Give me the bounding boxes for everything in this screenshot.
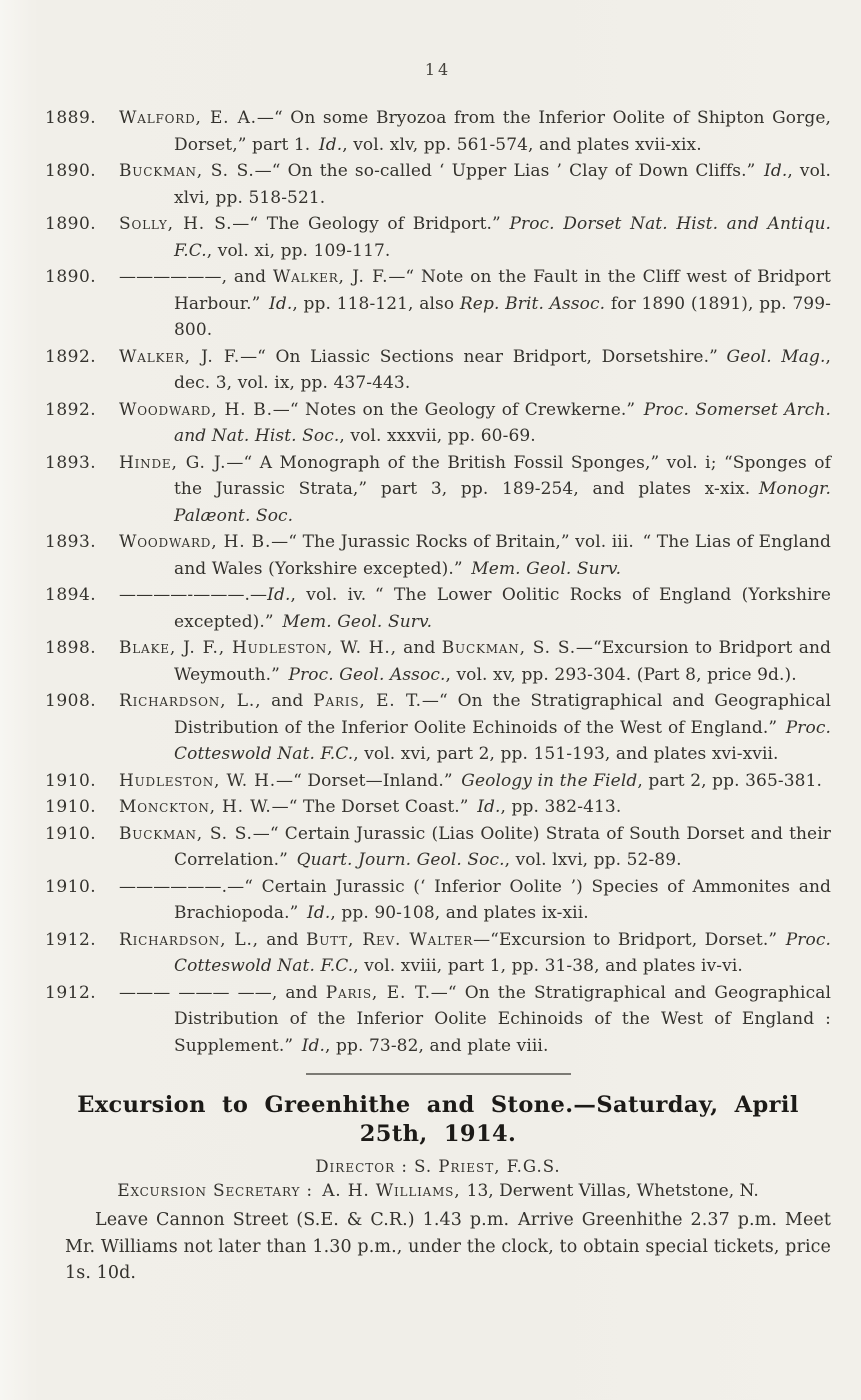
entry-segment: Paris, E. T. [313,691,422,711]
entry-segment: 13, Derwent Villas, Whetstone, N. [466,1181,759,1201]
entry-segment: Solly, H. S. [119,214,233,234]
entry-segment: , vol. xvi, part 2, pp. 151-193, and plates xvi-xvii. [353,744,779,764]
entry-segment: , pp. 118-121, also [292,293,460,314]
entry-segment: Id. [267,585,291,605]
section-divider [306,1073,571,1075]
entry-year: 1910. [45,876,97,897]
entry-segment: Walker, J. F. [119,346,241,367]
entry-segment: Id. [318,134,343,155]
entry-segment: and [258,929,307,950]
bibliography-entry [45,635,831,688]
entry-text [119,264,831,344]
entry-segment: Richardson, L., [119,929,259,950]
entry-year: 1910. [45,770,97,791]
bibliography-entry [45,529,831,582]
entry-segment: Hinde, G. J. [119,452,227,473]
entry-year: 1912. [45,929,97,950]
entry-year: 1910. [45,797,97,817]
entry-segment: , vol. xxxvii, pp. 60-69. [339,426,536,446]
bibliography-entry [45,980,831,1060]
entry-segment: Id. [301,1035,326,1056]
entry-segment: ————-———.— [119,585,268,605]
bibliography-entry [45,688,831,768]
entry-text [119,635,831,688]
entry-segment: Id. [307,903,331,923]
excursion-title [45,1091,831,1149]
entry-segment: , dec. 3, vol. ix, pp. 437-443. [174,346,832,393]
entry-segment: Proc. Geol. Assoc. [288,664,446,685]
entry-segment: Buckman, S. S. [441,638,576,658]
entry-segment: —“ Dorset—Inland.” [276,770,462,791]
bibliography-entry [45,211,831,264]
entry-text [119,450,831,530]
entry-segment: Proc. Cotteswold Nat. F.C. [174,717,831,764]
bibliography-entry [45,768,831,795]
entry-segment: —“ The Jurassic Rocks of Britain,” vol. iii. “ The Lias of England and Wales (Yorkshire excepted).” [174,532,831,579]
entry-text [119,768,831,795]
entry-segment: Mem. Geol. Surv. [471,558,622,579]
entry-segment: —“ On the so-called ‘ Upper Lias ’ Clay of Down Cliffs.” [254,161,765,181]
entry-year: 1890. [45,214,97,234]
entry-segment: Monckton, H. W. [119,797,272,817]
entry-text [119,529,831,582]
entry-segment: —“ Note on the Fault in the Cliff west of Bridport Harbour.” [174,267,831,314]
bibliography-entry [45,874,831,927]
entry-segment: ——————, and [119,267,273,287]
bibliography-list [45,105,831,1059]
entry-segment: —“ On the Stratigraphical and Geographical Distribution of the Inferior Oolite Echinoids of the West of England.” [174,691,831,738]
excursion-title-line-1: Excursion to Greenhithe and Stone.—Saturday, April [77,1092,799,1118]
entry-year: 1893. [45,532,97,552]
entry-year: 1898. [45,638,97,658]
entry-segment: , part 2, pp. 365-381. [637,770,822,791]
entry-segment: , vol. xlv, pp. 561-574, and plates xvii-xix. [342,134,702,155]
bibliography-entry [45,397,831,450]
entry-segment: Buckman, S. S. [119,823,253,844]
entry-segment: Mem. Geol. Surv. [282,611,433,632]
entry-segment: , vol. xviii, part 1, pp. 31-38, and plates iv-vi. [353,956,743,976]
entry-segment: —“ On some Bryozoa from the Inferior Oolite of Shipton Gorge, Dorset,” part 1. [174,108,831,155]
entry-segment: , vol. xv, pp. 293-304. (Part 8, price 9d.). [445,664,797,685]
secretary-line [45,1179,831,1204]
entry-segment: Woodward, H. B. [119,532,272,552]
entry-segment: Id. [764,161,788,181]
entry-text [119,397,831,450]
director-line [45,1155,831,1179]
entry-segment: Rep. Brit. Assoc. [459,293,606,314]
entry-segment: Richardson, L., [119,691,262,711]
entry-text [119,105,831,158]
entry-segment: —“ The Geology of Bridport.” [232,214,510,234]
entry-segment: Id. [477,797,501,817]
entry-year: 1908. [45,691,97,711]
entry-segment: Geol. Mag. [726,346,826,367]
entry-text [119,344,831,397]
entry-text [119,211,831,264]
entry-segment: Paris, E. T. [325,982,431,1003]
entry-segment: , pp. 382-413. [500,797,622,817]
entry-segment: , vol. lxvi, pp. 52-89. [504,850,682,870]
entry-year: 1892. [45,346,97,367]
entry-segment: Id. [269,293,293,314]
entry-year: 1910. [45,823,97,844]
entry-segment: , vol. xlvi, pp. 518-521. [174,161,831,208]
entry-text [119,158,831,211]
entry-segment: , pp. 90-108, and plates ix-xii. [330,903,589,923]
bibliography-entry [45,158,831,211]
entry-year: 1894. [45,585,97,605]
entry-segment: and [261,691,314,711]
entry-segment: , vol. iv. “ The Lower Oolitic Rocks of England (Yorkshire excepted).” [174,585,831,632]
entry-year: 1912. [45,982,97,1003]
entry-year: 1893. [45,452,97,473]
entry-segment: ——— ——— ——, and [119,982,326,1003]
entry-segment: Walford, E. A. [119,108,257,128]
excursion-details [65,1207,831,1287]
bibliography-entry [45,821,831,874]
entry-year: 1892. [45,399,97,420]
bibliography-entry [45,105,831,158]
entry-segment: —“ On Liassic Sections near Bridport, Dorsetshire.” [240,346,727,367]
entry-segment: —“ Notes on the Geology of Crewkerne.” [272,399,644,420]
entry-segment: —“ Certain Jurassic (Lias Oolite) Strata of South Dorset and their Correlation.” [174,823,831,870]
entry-segment: Proc. Dorset Nat. Hist. and Antiqu. F.C. [174,214,831,261]
entry-year: 1890. [45,161,97,181]
entry-text [119,582,831,635]
entry-text [119,688,831,768]
bibliography-entry [45,582,831,635]
entry-segment: Buckman, S. S. [119,161,255,181]
bibliography-entry [45,344,831,397]
entry-segment: Hudleston, W. H. [119,770,276,791]
entry-segment: Woodward, H. B. [119,399,273,420]
entry-text [119,980,831,1060]
bibliography-entry [45,450,831,530]
bibliography-entry [45,794,831,821]
entry-year: 1890. [45,267,97,287]
page-number: 14 [424,60,452,79]
entry-segment: Proc. Cotteswold Nat. F.C. [174,929,831,976]
bibliography-entry [45,264,831,344]
bibliography-entry [45,927,831,980]
excursion-title-line-2: 25th, 1914. [359,1121,517,1147]
entry-segment: , vol. xi, pp. 109-117. [206,240,391,261]
entry-segment: and [396,638,442,658]
entry-segment: —“ The Dorset Coast.” [271,797,478,817]
entry-segment: —“ A Monograph of the British Fossil Sponges,” vol. i; “Sponges of the Jurassic Strata,” part 3, pp. 189-254, and plates x-xix. [174,452,831,499]
entry-segment: ——————.—“ Certain Jurassic (‘ Inferior Oolite ’) Species of Ammonites and Brachiopoda.” [119,876,831,923]
excursion-section [45,1073,831,1287]
entry-text [119,927,831,980]
entry-segment: —“Excursion to Bridport, Dorset.” [473,929,786,950]
entry-year: 1889. [45,108,97,128]
entry-segment: Director : S. Priest, F.G.S. [315,1157,561,1176]
entry-segment: , pp. 73-82, and plate viii. [325,1035,549,1056]
entry-segment: Butt, Rev. Walter [306,929,474,950]
entry-segment: —“Excursion to Bridport and Weymouth.” [174,638,831,685]
entry-segment: —“ On the Stratigraphical and Geographical Distribution of the Inferior Oolite Echinoids of the West of England : Supplement.” [174,982,831,1056]
entry-segment: Blake, J. F., Hudleston, W. H., [119,638,397,658]
entry-segment: Excursion Secretary : A. H. Williams, [117,1181,467,1201]
entry-segment: Quart. Journ. Geol. Soc. [296,850,505,870]
entry-text [119,874,831,927]
entry-text [119,794,831,821]
entry-segment: Leave Cannon Street (S.E. & C.R.) 1.43 p.m. Arrive Greenhithe 2.37 p.m. Meet Mr. Williams not later than 1.30 p.m., under the clock, to obtain special tickets, price 1s. 10d. [65,1210,831,1283]
entry-segment: for 1890 (1891), pp. 799-800. [174,293,831,340]
entry-segment: Monogr. Palæont. Soc. [174,479,831,526]
entry-segment: Walker, J. F. [272,267,389,287]
entry-text [119,821,831,874]
entry-segment: Geology in the Field [461,770,638,791]
entry-segment: Proc. Somerset Arch. and Nat. Hist. Soc. [174,399,831,446]
